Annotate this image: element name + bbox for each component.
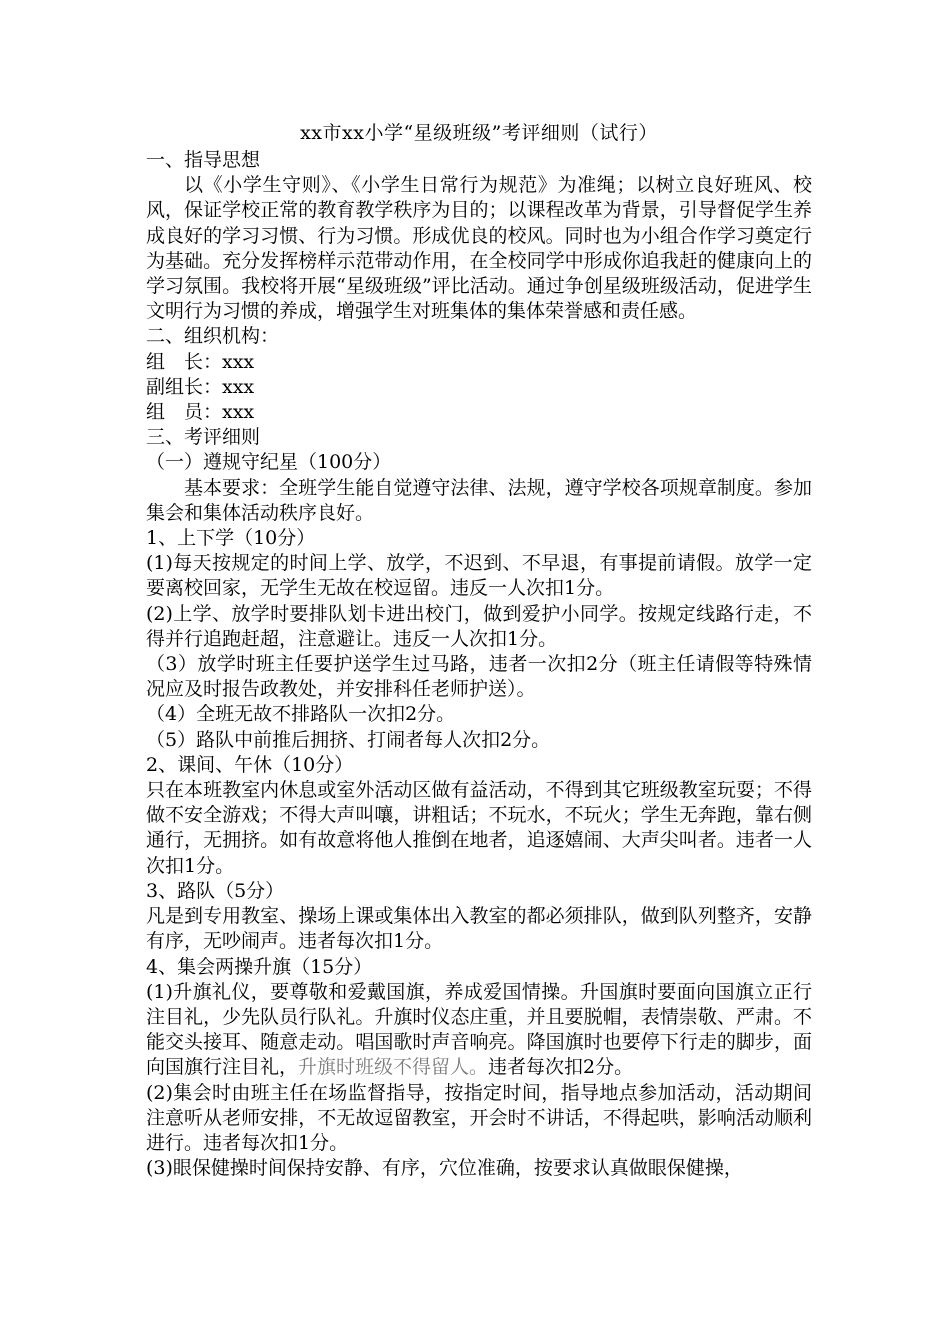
section-heading-organization: 二、组织机构：	[146, 325, 280, 348]
assembly-rule-1-grey-note: 升旗时班级不得留人。	[298, 1056, 489, 1079]
item-heading-assembly: 4、集会两操升旗（15分）	[146, 955, 373, 978]
subsection-heading-discipline-star: （一）遵规守纪星（100分）	[146, 451, 392, 474]
org-leader: 组 长：xxx	[146, 350, 255, 373]
item-heading-lineup: 3、路队（5分）	[146, 879, 285, 902]
break-time-paragraph: 只在本班教室内休息或室外活动区做有益活动，不得到其它班级教室玩耍；不得做不安全游戏；不得大声叫嚷，讲粗话；不玩水，不玩火；学生无奔跑，靠右侧通行，无拥挤。如有故意将他人推倒在地者，追逐嬉闹、大声尖叫者。违者一人次扣1分。	[146, 779, 812, 877]
document-page	[146, 121, 812, 1181]
lineup-paragraph: 凡是到专用教室、操场上课或集体出入教室的都必须排队，做到队列整齐，安静有序，无吵闹声。违者每次扣1分。	[146, 905, 812, 953]
assembly-rule-3: (3)眼保健操时间保持安静、有序，穴位准确，按要求认真做眼保健操，	[146, 1157, 743, 1180]
guiding-thought-paragraph: 以《小学生守则》、《小学生日常行为规范》为准绳；以树立良好班风、校风，保证学校正常的教育教学秩序为目的；以课程改革为背景，引导督促学生养成良好的学习习惯、行为习惯。形成优良的校风。同时也为小组合作学习奠定行为基础。充分发挥榜样示范带动作用，在全校同学中形成你追我赶的健康向上的学习氛围。我校将开展“星级班级”评比活动。通过争创星级班级活动，促进学生文明行为习惯的养成，增强学生对班集体的集体荣誉感和责任感。	[146, 174, 812, 323]
item-heading-school-commute: 1、上下学（10分）	[146, 527, 316, 550]
basic-requirement-paragraph: 基本要求：全班学生能自觉遵守法律、法规，遵守学校各项规章制度。参加集会和集体活动秩序良好。	[146, 476, 812, 524]
org-members: 组 员：xxx	[146, 401, 255, 424]
commute-rule-1: (1)每天按规定的时间上学、放学，不迟到、不早退，有事提前请假。放学一定要离校回家，无学生无故在校逗留。违反一人次扣1分。	[146, 552, 812, 600]
commute-rule-2: (2)上学、放学时要排队划卡进出校门，做到爱护小同学。按规定线路行走，不得并行追跑赶超，注意避让。违反一人次扣1分。	[146, 602, 812, 650]
assembly-rule-1	[146, 980, 812, 1081]
commute-rule-3: （3）放学时班主任要护送学生过马路，违者一次扣2分（班主任请假等特殊情况应及时报告政教处，并安排科任老师护送）。	[146, 653, 812, 701]
assembly-rule-2: (2)集会时由班主任在场监督指导，按指定时间，指导地点参加活动，活动期间注意听从老师安排，不无故逗留教室，开会时不讲话，不得起哄，影响活动顺利进行。违者每次扣1分。	[146, 1081, 812, 1154]
section-heading-evaluation: 三、考评细则	[146, 426, 261, 449]
assembly-rule-1-main: (1)升旗礼仪，要尊敬和爱戴国旗，养成爱国情操。升国旗时要面向国旗立正行注目礼，少先队员行队礼。升旗时仪态庄重，并且要脱帽，表情崇敬、严肃。不能交头接耳、随意走动。唱国歌时声音响亮。降国旗时也要停下行走的脚步，面向国旗行注目礼，	[146, 980, 812, 1079]
section-heading-guiding-thought: 一、指导思想	[146, 149, 261, 171]
item-heading-break-time: 2、课间、午休（10分）	[146, 753, 354, 776]
org-deputy: 副组长：xxx	[146, 375, 255, 398]
commute-rule-5: （5）路队中前推后拥挤、打闹者每人次扣2分。	[146, 728, 551, 751]
commute-rule-4: （4）全班无故不排路队一次扣2分。	[146, 703, 456, 726]
document-title: xx市xx小学“星级班级”考评细则（试行）	[300, 122, 658, 144]
assembly-rule-1-tail: 违者每次扣2分。	[488, 1056, 634, 1079]
